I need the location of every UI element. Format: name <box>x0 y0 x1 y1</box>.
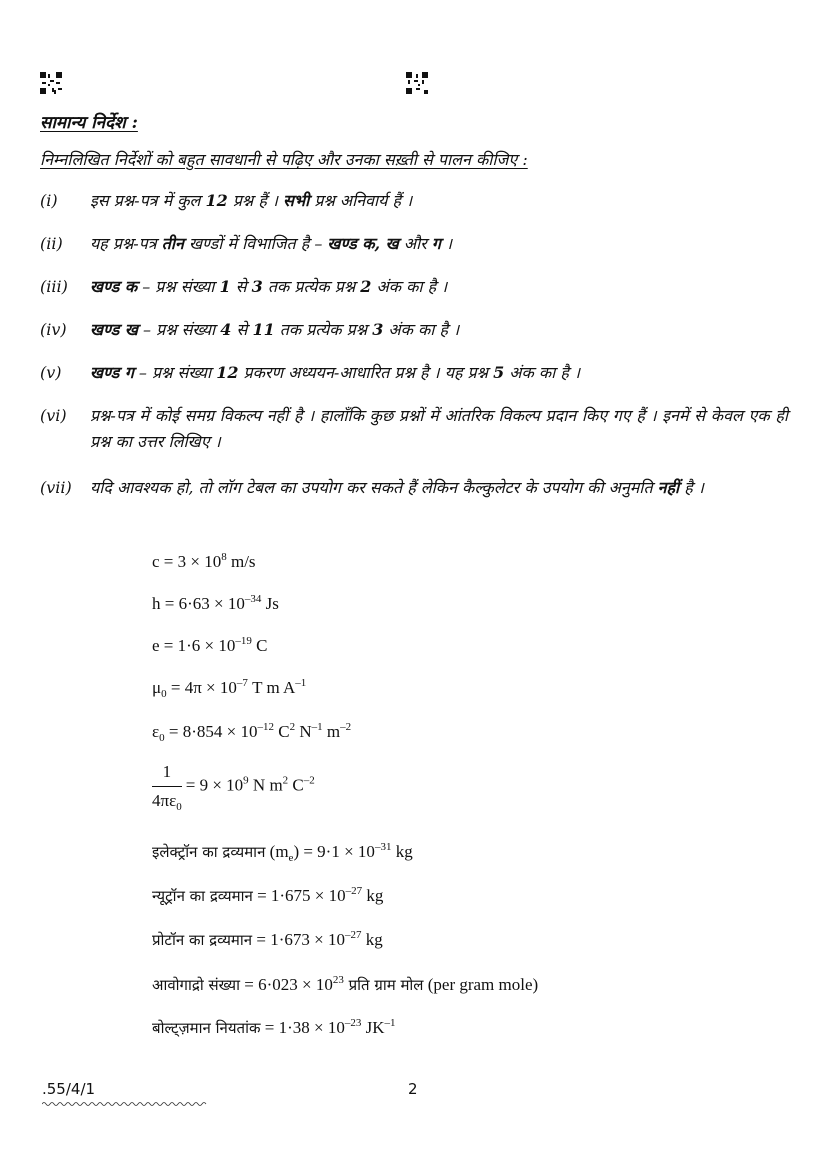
constant-boltzmann: बोल्ट्ज़मान नियतांक = $1\cdot 38 \times 10^{-23}$ $JK^{-1}$ <box>152 1017 396 1037</box>
page-number: 2 <box>408 1080 418 1098</box>
instruction-number: (v) <box>40 363 62 382</box>
instruction-number: (vii) <box>40 478 72 497</box>
constant-speed-of-light: $c = 3 \times 10^8$ m/s <box>152 551 256 571</box>
constant-neutron-mass: न्यूट्रॉन का द्रव्यमान = $1\cdot 675 \times 10^{-27}$ kg <box>152 885 384 905</box>
instruction-item: (v) खण्ड ग – प्रश्न संख्या 12 प्रकरण अध्ययन-आधारित प्रश्न है । यह प्रश्न 5 अंक का है । <box>40 360 788 386</box>
instruction-number: (ii) <box>40 234 63 253</box>
constant-coulomb: $\frac{1}{4\pi\varepsilon_0}$ = $9 \times 10^9$ N $m^2$ $C^{-2}$ <box>152 762 315 813</box>
constant-electron-charge: $e = 1\cdot 6 \times 10^{-19}$ C <box>152 635 268 655</box>
instructions-heading: सामान्य निर्देश : <box>40 113 138 133</box>
instruction-number: (iv) <box>40 320 67 339</box>
constant-avogadro: आवोगाद्रो संख्या = $6\cdot 023 \times 10^{23}$ प्रति ग्राम मोल (per gram mole) <box>152 974 539 994</box>
instruction-item: (iii) खण्ड क – प्रश्न संख्या 1 से 3 तक प्रत्येक प्रश्न 2 अंक का है । <box>40 274 788 300</box>
instructions-intro: निम्नलिखित निर्देशों को बहुत सावधानी से पढ़िए और उनका सख़्ती से पालन कीजिए : <box>40 150 528 169</box>
constant-electron-mass: इलेक्ट्रॉन का द्रव्यमान $(m_e) = 9\cdot 1 \times 10^{-31}$ kg <box>152 841 413 864</box>
instruction-item: (i) इस प्रश्न-पत्र में कुल 12 प्रश्न हैं । सभी प्रश्न अनिवार्य हैं । <box>40 188 788 214</box>
instruction-number: (vi) <box>40 406 67 425</box>
constant-permittivity: $\varepsilon_0 = 8\cdot 854 \times 10^{-12}$ $C^2$ $N^{-1}$ $m^{-2}$ <box>152 721 352 744</box>
constant-planck: $h = 6\cdot 63 \times 10^{-34}$ Js <box>152 593 279 613</box>
instruction-number: (i) <box>40 191 58 210</box>
instruction-item: (iv) खण्ड ख – प्रश्न संख्या 4 से 11 तक प्रत्येक प्रश्न 3 अंक का है । <box>40 317 788 343</box>
paper-code: .55/4/1 <box>42 1080 96 1098</box>
instruction-item: (vii) यदि आवश्यक हो, तो लॉग टेबल का उपयोग कर सकते हैं लेकिन कैल्कुलेटर के उपयोग की अनुमति नहीं है । <box>40 475 788 501</box>
instruction-item: (vi) प्रश्न-पत्र में कोई समग्र विकल्प नहीं है । हालाँकि कुछ प्रश्नों में आंतरिक विकल्प प्रदान किए गए हैं । इनमें से केवल एक ही प्रश्न का उत्तर लिखिए । <box>40 403 788 455</box>
qr-code-icon <box>406 72 428 94</box>
fraction: $\frac{1}{4\pi\varepsilon_0}$ <box>152 762 182 813</box>
constant-permeability: $\mu_0 = 4\pi \times 10^{-7}$ T m $A^{-1}$ <box>152 677 307 700</box>
qr-code-icon <box>40 72 62 94</box>
instruction-item: (ii) यह प्रश्न-पत्र तीन खण्डों में विभाजित है – खण्ड क, ख और ग । <box>40 231 788 257</box>
constant-proton-mass: प्रोटॉन का द्रव्यमान = $1\cdot 673 \times 10^{-27}$ kg <box>152 929 383 949</box>
wavy-line-icon <box>42 1101 208 1107</box>
instruction-number: (iii) <box>40 277 68 296</box>
